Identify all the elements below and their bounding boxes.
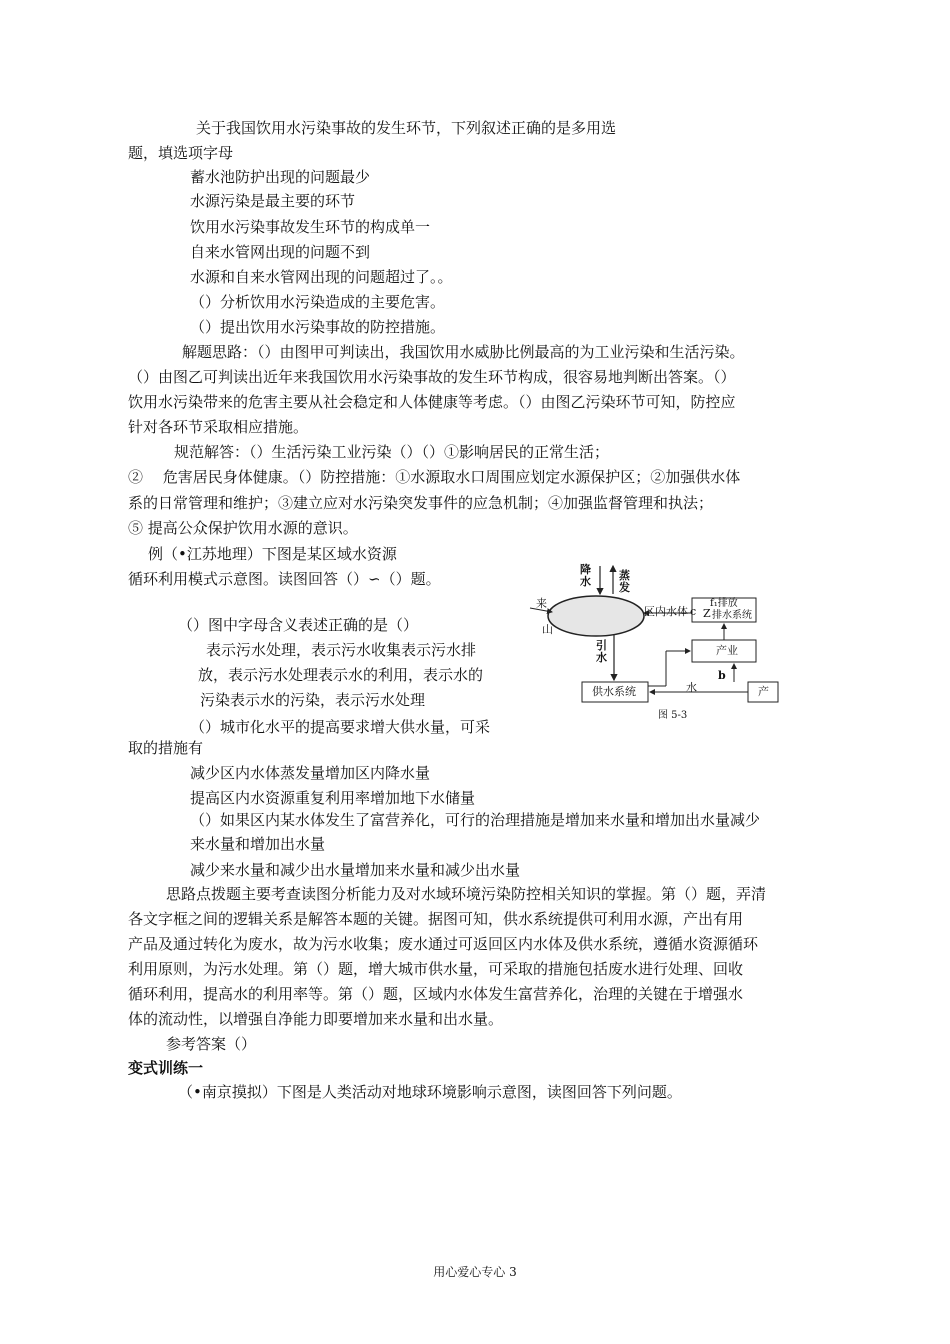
question-stem-cont: 题，填选项字母 xyxy=(128,144,234,162)
hint-line: 循环利用，提高水的利用率等。第（）题，区域内水体发生富营养化，治理的关键在于增强水 xyxy=(128,985,744,1003)
precip-label: 降水 xyxy=(580,563,591,588)
drain-top-label: f₁排放 xyxy=(710,598,738,609)
q3-option: 来水量和增加出水量 xyxy=(190,835,326,853)
hint-line: 各文字框之间的逻辑关系是解答本题的关键。据图可知，供水系统提供可利用水源，产出有用 xyxy=(128,910,744,928)
reference-answer: 参考答案（） xyxy=(166,1035,257,1053)
analysis-line: 针对各环节采取相应措施。 xyxy=(128,418,309,436)
option-item: 水源和自来水管网出现的问题超过了。。 xyxy=(190,268,453,286)
page-footer: 用心爱心专心 3 xyxy=(433,1265,517,1279)
option-item: 水源污染是最主要的环节 xyxy=(190,192,356,210)
example-line: 例（•江苏地理）下图是某区域水资源 xyxy=(148,545,397,563)
c-label: c xyxy=(690,605,697,618)
section-title: 变式训练一 xyxy=(128,1059,204,1077)
supply-box-label: 供水系统 xyxy=(592,685,636,698)
answer-line: ② 危害居民身体健康。（）防控措施：①水源取水口周围应划定水源保护区；②加强供水体 xyxy=(128,468,741,486)
middle-box-label: 产业 xyxy=(716,644,738,657)
water-cycle-diagram xyxy=(520,560,780,722)
q3-option: 减少来水量和减少出水量增加来水量和减少出水量 xyxy=(190,861,521,879)
analysis-line: 饮用水污染带来的危害主要从社会稳定和人体健康等考虑。（）由图乙污染环节可知，防控应 xyxy=(128,393,736,411)
answer-line: 规范解答：（）生活污染工业污染（）（）①影响居民的正常生活； xyxy=(174,443,610,461)
q1-line: 表示污水处理，表示污水收集表示污水排 xyxy=(206,641,477,659)
diversion-label: 引水 xyxy=(596,639,607,664)
hint-line: 产品及通过转化为废水，故为污水收集；废水通过可返回区内水体及供水系统，遵循水资源循环 xyxy=(128,935,759,953)
evap-label: 蒸发 xyxy=(619,569,630,594)
sub-question: （）分析饮用水污染造成的主要危害。 xyxy=(190,293,446,311)
mountain-label: 山 xyxy=(542,623,553,636)
exercise-line: （•南京摸拟）下图是人类活动对地球环境影响示意图，读图回答下列问题。 xyxy=(178,1083,682,1101)
hint-line: 体的流动性，以增强自净能力即要增加来水量和出水量。 xyxy=(128,1010,504,1028)
analysis-line: 解题思路：（）由图甲可判读出，我国饮用水威胁比例最高的为工业污染和生活污染。 xyxy=(182,343,745,361)
answer-line: 系的日常管理和维护；③建立应对水污染突发事件的应急机制；④加强监督管理和执法； xyxy=(128,494,714,512)
diagram-lines xyxy=(520,560,780,722)
mid-flow-label: 水 xyxy=(686,681,697,694)
q2-stem: （）城市化水平的提高要求增大供水量，可采 xyxy=(190,718,491,736)
sub-question: （）提出饮用水污染事故的防控措施。 xyxy=(190,318,446,336)
q1-stem: （）图中字母含义表述正确的是（） xyxy=(178,616,419,634)
q1-line: 放，表示污水处理表示水的利用，表示水的 xyxy=(198,666,484,684)
q2-option: 减少区内水体蒸发量增加区内降水量 xyxy=(190,764,431,782)
example-line: 循环利用模式示意图。读图回答（）∽（）题。 xyxy=(128,570,441,588)
q2-stem-cont: 取的措施有 xyxy=(128,739,204,757)
option-item: 饮用水污染事故发生环节的构成单一 xyxy=(190,218,431,236)
q3-stem: （）如果区内某水体发生了富营养化，可行的治理措施是增加来水量和增加出水量减少 xyxy=(190,811,761,829)
water-body-shape xyxy=(548,596,644,636)
right-box-label: 产 xyxy=(758,685,769,698)
hint-line: 思路点拨题主要考查读图分析能力及对水域环境污染防控相关知识的掌握。第（）题，弄清 xyxy=(166,885,767,903)
hint-line: 利用原则，为污水处理。第（）题，增大城市供水量，可采取的措施包括废水进行处理、回收 xyxy=(128,960,744,978)
option-item: 蓄水池防护出现的问题最少 xyxy=(190,168,371,186)
b-label: b xyxy=(718,669,726,682)
analysis-line: （）由图乙可判读出近年来我国饮用水污染事故的发生环节构成，很容易地判断出答案。（） xyxy=(128,368,736,386)
q1-line: 污染表示水的污染，表示污水处理 xyxy=(200,691,426,709)
q2-option: 提高区内水资源重复利用率增加地下水储量 xyxy=(190,789,476,807)
region-water-label: 区内水体 xyxy=(644,605,688,618)
question-stem: 关于我国饮用水污染事故的发生环节，下列叙述正确的是多用选 xyxy=(196,119,617,137)
z-label: Z xyxy=(703,607,711,620)
answer-line: ⑤ 提高公众保护饮用水源的意识。 xyxy=(128,519,358,537)
figure-caption: 图 5-3 xyxy=(658,710,688,721)
option-item: 自来水管网出现的问题不到 xyxy=(190,243,371,261)
drain-system-label: 排水系统 xyxy=(712,610,752,621)
inflow-label: 来 xyxy=(536,597,547,610)
